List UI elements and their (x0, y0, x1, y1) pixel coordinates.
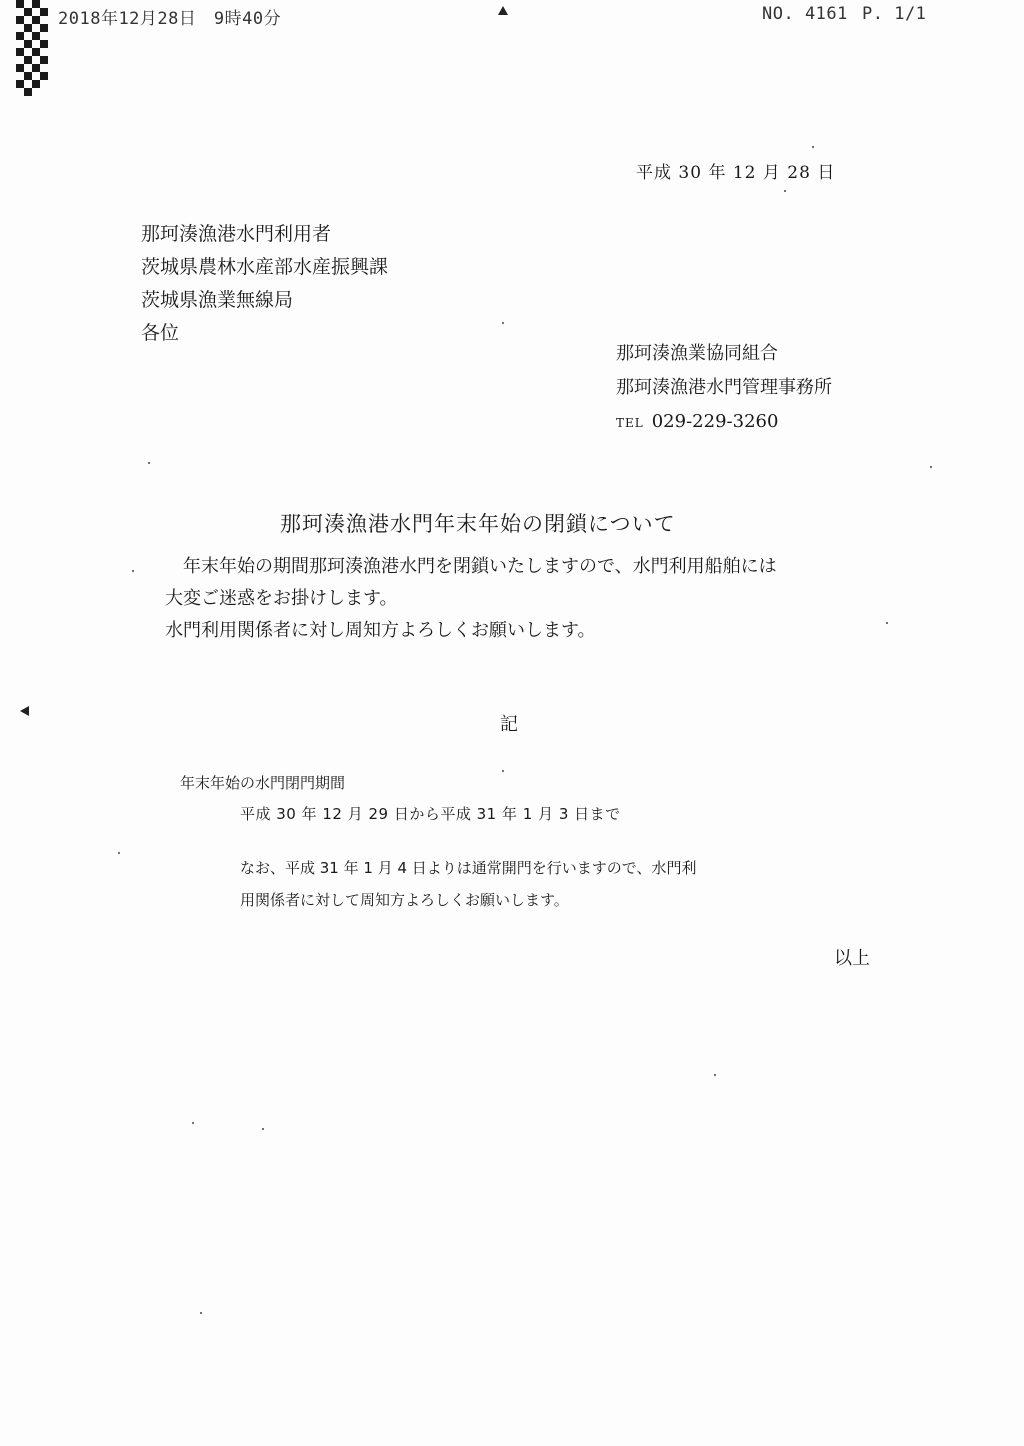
fax-header (0, 2, 1024, 28)
recipient-line: 茨城県農林水産部水産振興課 (141, 256, 389, 278)
body-line: 年末年始の期間那珂湊漁港水門を閉鎖いたしますので、水門利用船舶には (165, 556, 777, 577)
left-arrow-icon (20, 706, 29, 716)
up-arrow-icon (498, 6, 508, 15)
scan-speck (502, 770, 504, 772)
body-line: 水門利用関係者に対し周知方よろしくお願いします。 (165, 620, 596, 641)
fax-datetime: 2018年12月28日 9時40分 (58, 9, 282, 29)
document-date: 平成 30 年 12 月 28 日 (636, 163, 836, 183)
recipient-line: 各位 (141, 322, 180, 344)
sender-organization: 那珂湊漁業協同組合 (616, 343, 778, 364)
document-title: 那珂湊漁港水門年末年始の閉鎖について (280, 512, 676, 536)
reopen-note-line: 用関係者に対して周知方よろしくお願いします。 (240, 891, 569, 909)
sender-block (616, 337, 832, 440)
fax-page-number: P. 1/1 (862, 4, 927, 24)
note-heading: 記 (500, 714, 518, 735)
scan-speck (930, 466, 932, 468)
tel-number: 029-229-3260 (651, 411, 779, 432)
closure-period-heading: 年末年始の水門閉門期間 (180, 774, 346, 792)
scan-speck (192, 1122, 194, 1124)
recipient-line: 那珂湊漁港水門利用者 (141, 223, 332, 245)
fax-number: NO. 4161 (762, 4, 848, 24)
scan-speck (784, 190, 786, 192)
recipient-line: 茨城県漁業無線局 (141, 289, 294, 311)
scan-speck (502, 322, 504, 324)
scan-speck (714, 1074, 716, 1076)
body-line: 大変ご迷惑をお掛けします。 (165, 588, 398, 609)
scan-speck (200, 1312, 202, 1314)
sender-office: 那珂湊漁港水門管理事務所 (616, 377, 832, 398)
scan-speck (262, 1128, 264, 1130)
recipients-block (141, 218, 388, 350)
tel-label: TEL (616, 416, 644, 430)
reopen-note-line: なお、平成 31 年 1 月 4 日よりは通常開門を行いますので、水門利 (240, 859, 697, 877)
scan-speck (132, 570, 134, 572)
reopen-note (240, 852, 697, 916)
scan-speck (148, 462, 150, 464)
closing-mark: 以上 (834, 948, 870, 969)
scan-speck (812, 146, 814, 148)
closure-period-range: 平成 30 年 12 月 29 日から平成 31 年 1 月 3 日まで (240, 805, 621, 823)
body-text (165, 551, 885, 647)
scan-speck (118, 852, 120, 854)
scan-speck (886, 622, 888, 624)
sender-tel-line (616, 405, 832, 440)
